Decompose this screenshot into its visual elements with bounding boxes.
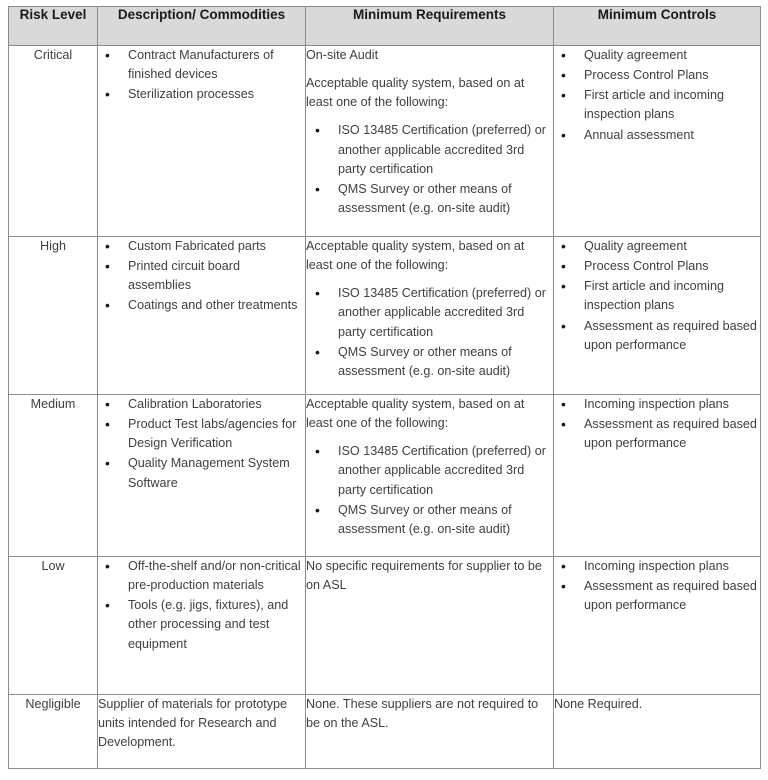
header-row — [9, 7, 761, 46]
column-header-description: Description/ Commodities — [98, 7, 306, 46]
column-header-risk-level: Risk Level — [9, 7, 98, 46]
supplier-risk-table — [8, 6, 761, 769]
table-row — [9, 237, 761, 395]
description-bullet-list — [98, 237, 305, 316]
description-cell — [98, 695, 306, 769]
table-body — [9, 46, 761, 769]
list-item: • Quality Management System Software — [98, 454, 305, 492]
list-item: • Coatings and other treatments — [98, 296, 305, 315]
requirements-intro-secondary: None. These suppliers are not required to be on the ASL. — [306, 697, 539, 731]
requirements-intro-secondary: Acceptable quality system, based on at least one of the following: — [306, 397, 525, 431]
list-item: • QMS Survey or other means of assessment (e.g. on-site audit) — [306, 343, 553, 381]
description-cell — [98, 395, 306, 557]
list-item: • Incoming inspection plans — [554, 557, 760, 576]
table-row — [9, 695, 761, 769]
risk-level-cell: Critical — [9, 46, 98, 237]
list-item: • Quality agreement — [554, 237, 760, 256]
list-item: • Product Test labs/agencies for Design Verification — [98, 415, 305, 453]
minimum-requirements-cell — [306, 395, 554, 557]
description-text: Supplier of materials for prototype units intended for Research and Development. — [98, 697, 287, 750]
minimum-controls-cell — [554, 695, 761, 769]
list-item: • ISO 13485 Certification (preferred) or another applicable accredited 3rd party certification — [306, 442, 553, 499]
list-item: • Process Control Plans — [554, 66, 760, 85]
risk-level-table-container — [8, 6, 760, 769]
requirements-intro-secondary: Acceptable quality system, based on at least one of the following: — [306, 239, 525, 273]
requirements-bullet-list — [306, 121, 553, 218]
table-header — [9, 7, 761, 46]
list-item: • Process Control Plans — [554, 257, 760, 276]
list-item: • First article and incoming inspection plans — [554, 86, 760, 124]
requirements-intro-primary: On-site Audit — [306, 48, 379, 62]
list-item: • Contract Manufacturers of finished devices — [98, 46, 305, 84]
column-header-minimum-requirements: Minimum Requirements — [306, 7, 554, 46]
table-row — [9, 46, 761, 237]
list-item: • ISO 13485 Certification (preferred) or another applicable accredited 3rd party certification — [306, 284, 553, 341]
list-item: • Tools (e.g. jigs, fixtures), and other processing and test equipment — [98, 596, 305, 653]
list-item: • Assessment as required based upon performance — [554, 577, 760, 615]
minimum-requirements-cell — [306, 237, 554, 395]
risk-level-cell: High — [9, 237, 98, 395]
list-item: • Calibration Laboratories — [98, 395, 305, 414]
list-item: • QMS Survey or other means of assessment (e.g. on-site audit) — [306, 501, 553, 539]
minimum-requirements-cell — [306, 557, 554, 695]
description-cell — [98, 46, 306, 237]
list-item: • Annual assessment — [554, 126, 760, 145]
list-item: • Printed circuit board assemblies — [98, 257, 305, 295]
controls-bullet-list — [554, 557, 760, 615]
column-header-minimum-controls: Minimum Controls — [554, 7, 761, 46]
requirements-bullet-list — [306, 442, 553, 539]
description-cell — [98, 557, 306, 695]
requirements-intro-secondary: Acceptable quality system, based on at least one of the following: — [306, 76, 525, 110]
list-item: • Sterilization processes — [98, 85, 305, 104]
minimum-requirements-cell — [306, 695, 554, 769]
controls-text: None Required. — [554, 697, 643, 711]
table-row — [9, 557, 761, 695]
controls-bullet-list — [554, 46, 760, 145]
controls-bullet-list — [554, 395, 760, 453]
minimum-requirements-cell — [306, 46, 554, 237]
description-bullet-list — [98, 395, 305, 493]
list-item: • Assessment as required based upon performance — [554, 317, 760, 355]
list-item: • Off-the-shelf and/or non-critical pre-production materials — [98, 557, 305, 595]
minimum-controls-cell — [554, 46, 761, 237]
requirements-intro-secondary: No specific requirements for supplier to be on ASL — [306, 559, 542, 593]
description-bullet-list — [98, 46, 305, 104]
risk-level-cell: Medium — [9, 395, 98, 557]
list-item: • QMS Survey or other means of assessment (e.g. on-site audit) — [306, 180, 553, 218]
requirements-bullet-list — [306, 284, 553, 381]
risk-level-cell: Low — [9, 557, 98, 695]
list-item: • Quality agreement — [554, 46, 760, 65]
list-item: • Assessment as required based upon performance — [554, 415, 760, 453]
description-cell — [98, 237, 306, 395]
minimum-controls-cell — [554, 237, 761, 395]
list-item: • Custom Fabricated parts — [98, 237, 305, 256]
list-item: • ISO 13485 Certification (preferred) or another applicable accredited 3rd party certification — [306, 121, 553, 178]
list-item: • Incoming inspection plans — [554, 395, 760, 414]
minimum-controls-cell — [554, 557, 761, 695]
minimum-controls-cell — [554, 395, 761, 557]
risk-level-cell: Negligible — [9, 695, 98, 769]
controls-bullet-list — [554, 237, 760, 355]
description-bullet-list — [98, 557, 305, 654]
table-row — [9, 395, 761, 557]
list-item: • First article and incoming inspection plans — [554, 277, 760, 315]
